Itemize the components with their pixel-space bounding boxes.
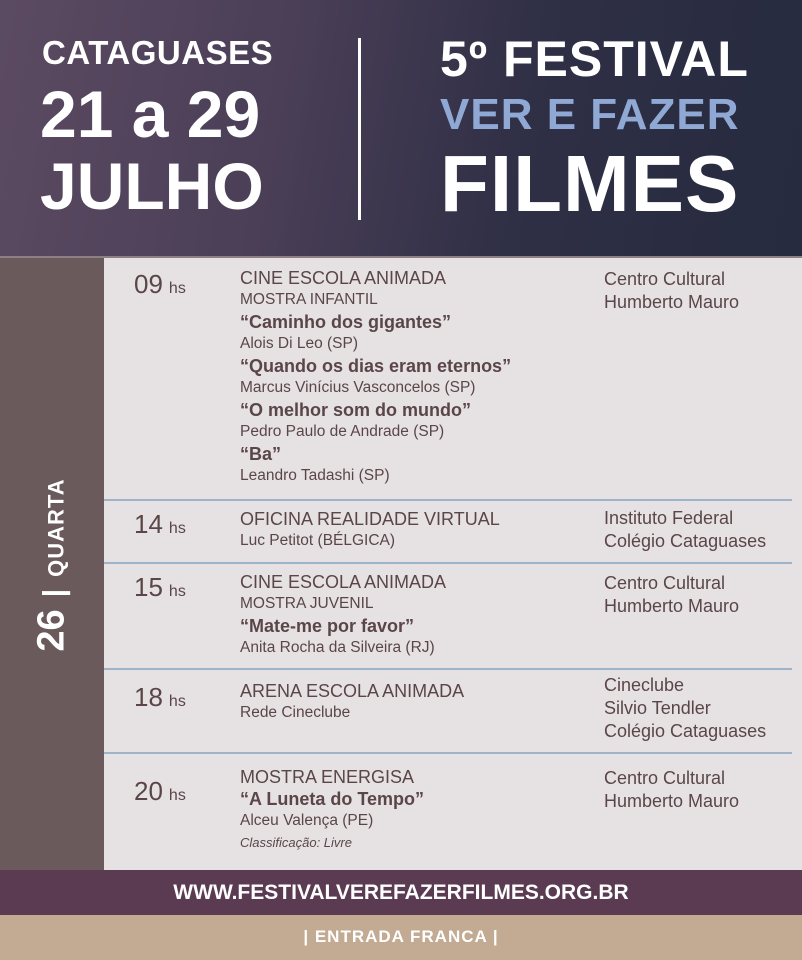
film-director: Leandro Tadashi (SP) (240, 467, 390, 484)
header-banner (0, 0, 802, 256)
film-title: “Quando os dias eram eternos” (240, 356, 512, 376)
film-director: Marcus Vinícius Vasconcelos (SP) (240, 379, 476, 396)
film-title: “Caminho dos gigantes” (240, 312, 452, 332)
film-title: “Mate-me por favor” (240, 616, 415, 636)
film-title: “A Luneta do Tempo” (240, 789, 424, 809)
film-title: “O melhor som do mundo” (240, 400, 472, 420)
event-title: OFICINA REALIDADE VIRTUAL (240, 509, 500, 529)
event-subtitle: MOSTRA INFANTIL (240, 291, 378, 308)
event-row-09 (104, 256, 802, 500)
event-hour: 20 (134, 776, 163, 806)
url-bar (0, 870, 802, 915)
age-classification: Classificação: Livre (240, 835, 352, 850)
event-time (134, 572, 186, 603)
event-program (240, 267, 511, 487)
day-label (31, 478, 74, 651)
venue-line: Silvio Tendler (604, 698, 711, 718)
event-row-14 (104, 501, 802, 563)
event-venue (604, 268, 739, 314)
event-hour: 15 (134, 572, 163, 602)
event-hour: 14 (134, 509, 163, 539)
film-director: Pedro Paulo de Andrade (SP) (240, 423, 445, 440)
event-row-20 (104, 754, 802, 870)
event-hour-unit: hs (168, 583, 186, 600)
event-hour: 09 (134, 269, 163, 299)
event-title: CINE ESCOLA ANIMADA (240, 268, 447, 288)
event-venue (604, 767, 739, 813)
film-title: “Ba” (240, 444, 282, 464)
festival-url[interactable]: WWW.FESTIVALVEREFAZERFILMES.ORG.BR (173, 881, 629, 904)
venue-line: Centro Cultural (604, 768, 726, 788)
venue-line: Colégio Cataguases (604, 531, 767, 551)
event-detail: Rede Cineclube (240, 704, 351, 721)
event-hour-unit: hs (168, 693, 186, 710)
event-title: ARENA ESCOLA ANIMADA (240, 681, 465, 701)
free-entry-label: | ENTRADA FRANCA | (303, 927, 499, 946)
event-time (134, 269, 186, 300)
venue-line: Cineclube (604, 675, 685, 695)
day-number: 26 (30, 609, 73, 652)
venue-line: Colégio Cataguases (604, 721, 767, 741)
venue-line: Centro Cultural (604, 573, 726, 593)
event-title: CINE ESCOLA ANIMADA (240, 572, 447, 592)
event-time (134, 776, 186, 807)
venue-line: Humberto Mauro (604, 596, 740, 616)
month: JULHO (40, 149, 264, 223)
event-hour: 18 (134, 682, 163, 712)
venue-line: Humberto Mauro (604, 791, 740, 811)
date-range: 21 a 29 (40, 77, 261, 151)
event-title: MOSTRA ENERGISA (240, 767, 415, 787)
event-subtitle: MOSTRA JUVENIL (240, 595, 374, 612)
city-name: CATAGUASES (42, 34, 274, 71)
festival-edition: 5º FESTIVAL (440, 31, 749, 87)
film-director: Anita Rocha da Silveira (RJ) (240, 639, 435, 656)
venue-line: Humberto Mauro (604, 292, 740, 312)
festival-word: FILMES (440, 139, 740, 228)
event-hour-unit: hs (168, 520, 186, 537)
event-row-18 (104, 670, 802, 752)
event-venue (604, 674, 766, 743)
header-divider (358, 38, 361, 220)
film-director: Alois Di Leo (SP) (240, 335, 359, 352)
event-hour-unit: hs (168, 280, 186, 297)
event-time (134, 509, 186, 540)
event-program (240, 680, 464, 724)
event-venue (604, 572, 739, 618)
film-director: Alceu Valença (PE) (240, 812, 374, 829)
event-time (134, 682, 186, 713)
event-program (240, 571, 446, 659)
event-venue (604, 507, 766, 553)
weekday: QUARTA (43, 478, 69, 577)
event-program (240, 766, 424, 854)
event-row-15 (104, 564, 802, 668)
venue-line: Centro Cultural (604, 269, 726, 289)
venue-line: Instituto Federal (604, 508, 734, 528)
festival-name: VER E FAZER (440, 90, 740, 139)
festival-dates (40, 78, 264, 222)
day-separator: | (37, 588, 71, 598)
event-program (240, 508, 500, 552)
event-hour-unit: hs (168, 787, 186, 804)
event-detail: Luc Petitot (BÉLGICA) (240, 532, 396, 549)
entry-bar (0, 915, 802, 960)
